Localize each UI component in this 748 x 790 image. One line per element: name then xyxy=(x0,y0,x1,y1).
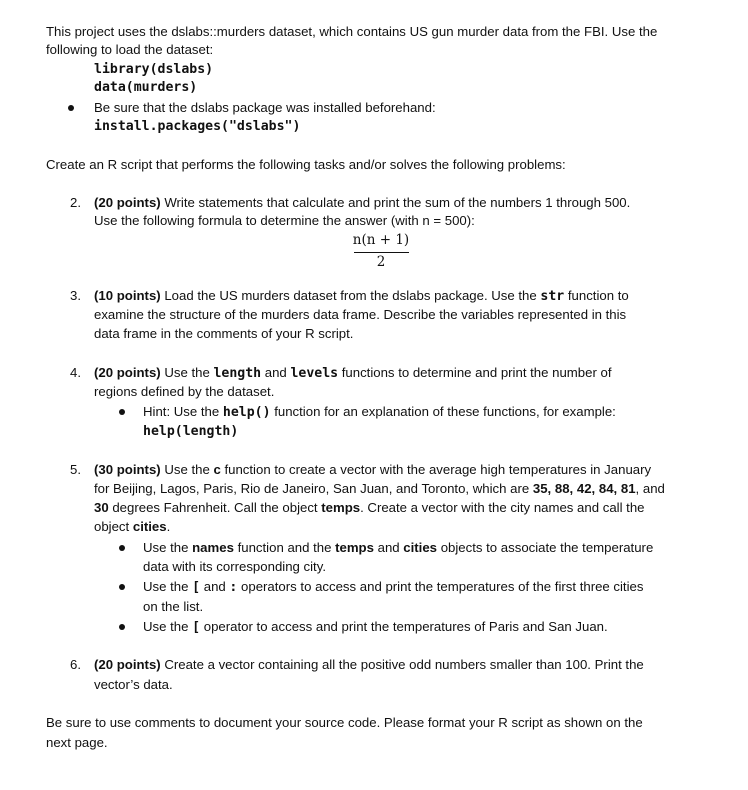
q4-points: (20 points) xyxy=(94,365,161,380)
q3-number: 3. xyxy=(70,288,81,303)
q6-number: 6. xyxy=(70,657,81,672)
q6-points: (20 points) xyxy=(94,657,161,672)
install-note: Be sure that the dslabs package was installed beforehand: xyxy=(94,100,436,115)
q2-number: 2. xyxy=(70,195,81,210)
q5-bullet-2-line-2: on the list. xyxy=(143,599,204,614)
q5-bullet-2: Use the [ and : operators to access and print the temperatures of the first three cities xyxy=(143,579,644,595)
code-library-dslabs: library(dslabs) xyxy=(94,62,214,77)
q5-line-1: (30 points) Use the c function to create a vector with the average high temperatures in January xyxy=(94,462,652,477)
q3-line-1: (10 points) Load the US murders dataset from the dslabs package. Use the str function to xyxy=(94,288,629,304)
q2-line-2: Use the following formula to determine the answer (with n = 500): xyxy=(94,213,475,228)
q5-line-3: 30 degrees Fahrenheit. Call the object temps. Create a vector with the city names and call the xyxy=(94,500,645,515)
q3-points: (10 points) xyxy=(94,288,161,303)
bullet-icon xyxy=(119,584,125,590)
q5-bullet-1: Use the names function and the temps and cities objects to associate the temperature xyxy=(143,540,654,555)
q5-line-2: for Beijing, Lagos, Paris, Rio de Janeiro, San Juan, and Toronto, which are 35, 88, 42, 84, 81, and xyxy=(94,481,665,496)
closing-line-1: Be sure to use comments to document your source code. Please format your R script as shown on the xyxy=(46,715,643,730)
code-data-murders: data(murders) xyxy=(94,80,198,95)
q5-points: (30 points) xyxy=(94,462,161,477)
closing-line-2: next page. xyxy=(46,735,108,750)
q6-line-2: vector’s data. xyxy=(94,677,173,692)
q3-line-3: data frame in the comments of your R script. xyxy=(94,326,354,341)
code-install-packages: install.packages("dslabs") xyxy=(94,119,301,134)
q4-hint: Hint: Use the help() function for an explanation of these functions, for example: xyxy=(143,404,616,420)
q4-line-2: regions defined by the dataset. xyxy=(94,384,275,399)
code-help: help() xyxy=(222,405,271,420)
intro-line-1: This project uses the dslabs::murders dataset, which contains US gun murder data from the FBI. Use the xyxy=(46,24,658,39)
q5-line-4: object cities. xyxy=(94,519,171,534)
intro-line-2: following to load the dataset: xyxy=(46,42,214,57)
bullet-icon xyxy=(119,545,125,551)
q5-number: 5. xyxy=(70,462,81,477)
q2-line-1: (20 points) Write statements that calculate and print the sum of the numbers 1 through 500. xyxy=(94,195,631,210)
q4-number: 4. xyxy=(70,365,81,380)
code-str: str xyxy=(540,289,565,304)
task-lead: Create an R script that performs the following tasks and/or solves the following problems: xyxy=(46,157,566,172)
formula-numerator: n(n + 1) xyxy=(352,232,410,248)
fraction-bar xyxy=(354,252,409,253)
q5-bullet-3: Use the [ operator to access and print the temperatures of Paris and San Juan. xyxy=(143,619,608,635)
code-help-length: help(length) xyxy=(143,424,239,439)
q3-line-2: examine the structure of the murders data frame. Describe the variables represented in this xyxy=(94,307,627,322)
q6-line-1: (20 points) Create a vector containing all the positive odd numbers smaller than 100. Print the xyxy=(94,657,644,672)
q4-line-1: (20 points) Use the length and levels functions to determine and print the number of xyxy=(94,365,612,381)
formula-denominator: 2 xyxy=(376,254,386,270)
bullet-icon xyxy=(68,105,74,111)
bullet-icon xyxy=(119,624,125,630)
q2-points: (20 points) xyxy=(94,195,161,210)
bullet-icon xyxy=(119,409,125,415)
q5-bullet-1-line-2: data with its corresponding city. xyxy=(143,559,327,574)
code-length: length xyxy=(213,366,262,381)
code-levels: levels xyxy=(290,366,339,381)
